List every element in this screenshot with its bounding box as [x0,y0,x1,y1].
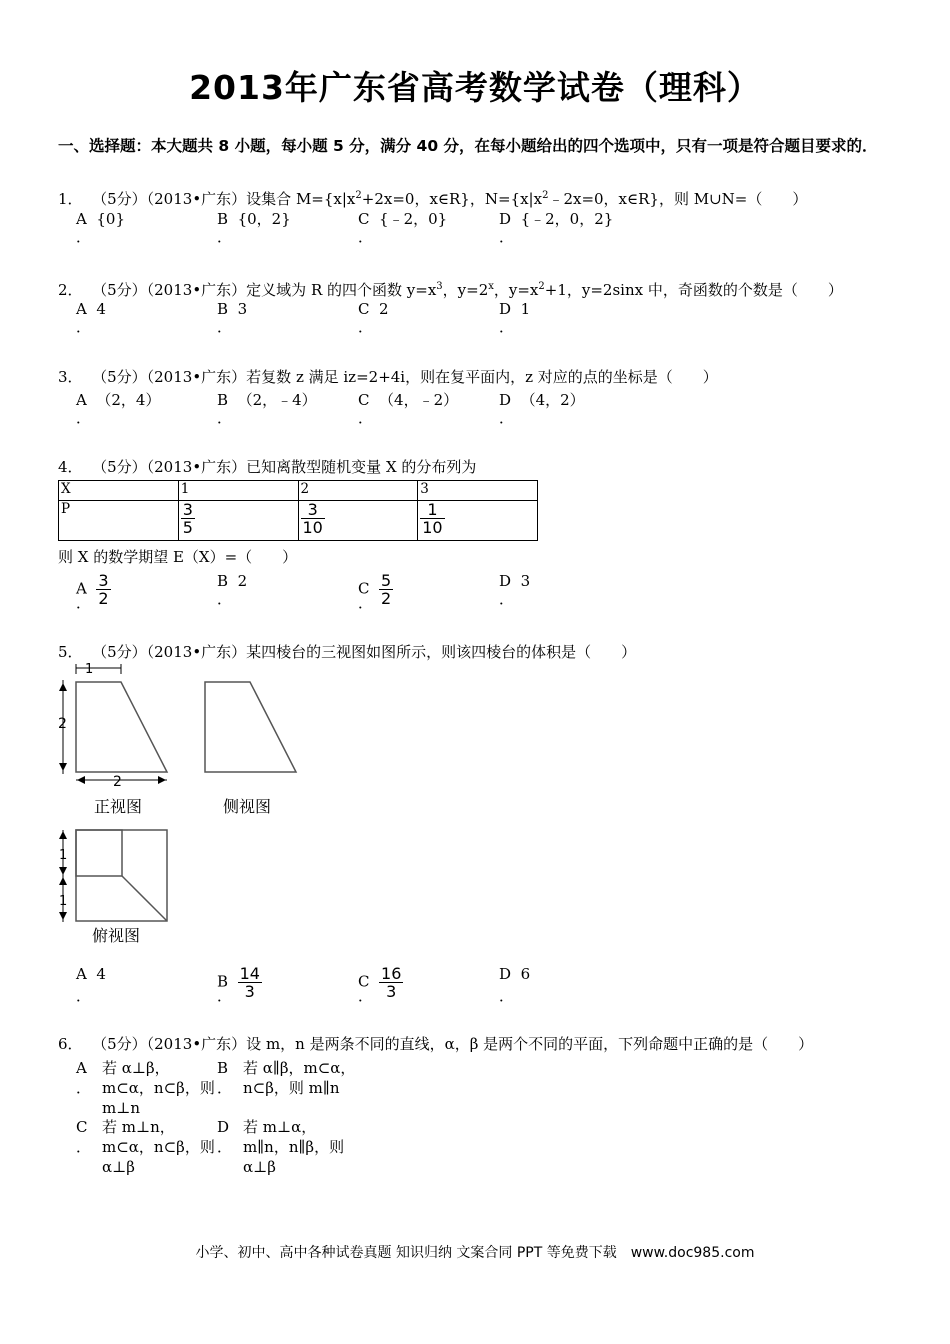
front-view-caption: 正视图 [94,797,143,816]
table-row [59,481,538,501]
q6-option-b: 若 α∥β，m⊂α， n⊂β，则 m∥n [243,1059,356,1097]
q5-option-b-dot: ． [217,987,233,1005]
fraction: $\frac{3}{2}$ [98,571,109,608]
q6-option-a: 若 α⊥β， m⊂α，n⊂β，则 m⊥n [102,1059,215,1117]
table-row [59,501,538,541]
q6-option-c: 若 m⊥n， m⊂α，n⊂β，则 α⊥β [102,1118,215,1176]
page-title: 2013年广东省高考数学试卷（理科） [189,68,761,107]
fraction: $\frac{16}{3}$ [381,964,402,1001]
q5-option-c: C $\frac{16}{3}$ [358,964,402,1001]
fraction: $\frac{1}{10}$ [422,500,443,537]
q1-option-b: B {0，2} ． [217,210,291,246]
front-height-label: 2 [58,716,67,732]
q6-option-d-letter: D ． [217,1118,233,1156]
table-cell: 3 [418,481,538,501]
q6-option-b-letter: B ． [217,1059,233,1097]
q6-option-d: 若 m⊥α， m∥n，n∥β，则 α⊥β [243,1118,345,1176]
front-view [58,662,167,816]
table-cell: P [59,501,179,541]
q3-option-b: B （2，﹣4） ． [217,391,317,427]
top-view [59,830,167,945]
distribution-table [58,480,538,541]
q5-option-b: B $\frac{14}{3}$ [217,964,260,1001]
q4-option-c: C $\frac{5}{2}$ [358,571,392,608]
question-1-stem: 1． （5分）（2013•广东）设集合 $M=\{x|x^2+2x=0$，x∈R}，$N=\{x|x^2﹣2x=0$，x∈R}，则 M∪N=（ ） [58,190,808,208]
q2-option-b: B 3 ． [217,300,248,336]
fraction: $\frac{5}{2}$ [381,571,392,608]
q5-option-a: A 4 [76,965,106,983]
q6-option-a-letter: A ． [76,1059,92,1097]
q1-option-d: D {﹣2，0，2} ． [499,210,614,246]
q6-option-c-letter: C ． [76,1118,92,1156]
question-4-stem: 4． （5分）（2013•广东）已知离散型随机变量 X 的分布列为 [58,458,477,476]
table-cell: 1 [178,481,298,501]
q2-option-c: C 2 ． [358,300,389,336]
question-3-stem: 3． （5分）（2013•广东）若复数 z 满足 iz=2+4i，则在复平面内，z 对应的点的坐标是（ ） [58,368,718,386]
q2-option-a: A 4 ． [76,300,106,336]
table-cell [178,501,298,541]
question-4-ask: 则 X 的数学期望 E（X）=（ ） [58,548,298,566]
side-view-caption: 侧视图 [223,797,272,816]
three-view-figure [55,660,315,950]
top-dim-label-2: 1 [59,894,68,909]
side-view [205,682,296,816]
question-5-stem: 5． （5分）（2013•广东）某四棱台的三视图如图所示，则该四棱台的体积是（ ） [58,643,637,661]
fraction: $\frac{3}{10}$ [302,500,323,537]
page-footer: 小学、初中、高中各种试卷真题 知识归纳 文案合同 PPT 等免费下载 www.doc985.com [195,1245,755,1261]
section-heading: 一、选择题：本大题共 8 小题，每小题 5 分，满分 40 分，在每小题给出的四个选项中，只有一项是符合题目要求的． [58,137,878,155]
top-view-caption: 俯视图 [92,926,141,945]
q4-option-a-dot: ． [76,594,92,612]
q4-option-a: A $\frac{3}{2}$ [76,571,109,608]
question-2-stem: 2． （5分）（2013•广东）定义域为 R 的四个函数 $y=x^3$，$y=2^x$，$y=x^2+1$，y=2sinx 中，奇函数的个数是（ ） [58,281,843,299]
q3-option-d: D （4，2） ． [499,391,585,427]
fraction: $\frac{3}{5}$ [182,500,193,537]
front-top-label: 1 [85,662,94,677]
fraction: $\frac{14}{3}$ [239,964,260,1001]
q2-option-d: D 1 ． [499,300,531,336]
q5-option-c-dot: ． [358,987,374,1005]
q4-option-c-dot: ． [358,594,374,612]
q1-option-c: C {﹣2，0} ． [358,210,448,246]
q3-option-c: C （4，﹣2） ． [358,391,459,427]
q5-option-d-dot: ． [499,987,515,1005]
q3-option-a: A （2，4） ． [76,391,161,427]
table-cell [418,501,538,541]
q1-option-a: A {0} ． [76,210,126,246]
table-cell: X [59,481,179,501]
q5-option-d: D 6 [499,965,531,983]
q4-option-d: D 3 ． [499,572,531,608]
q4-option-b: B 2 ． [217,572,248,608]
table-cell [298,501,418,541]
table-cell: 2 [298,481,418,501]
top-dim-label-1: 1 [59,848,68,863]
front-bottom-label: 2 [113,774,122,790]
question-6-stem: 6． （5分）（2013•广东）设 m，n 是两条不同的直线，α，β 是两个不同的平面，下列命题中正确的是（ ） [58,1035,814,1053]
q5-option-a-dot: ． [76,987,92,1005]
